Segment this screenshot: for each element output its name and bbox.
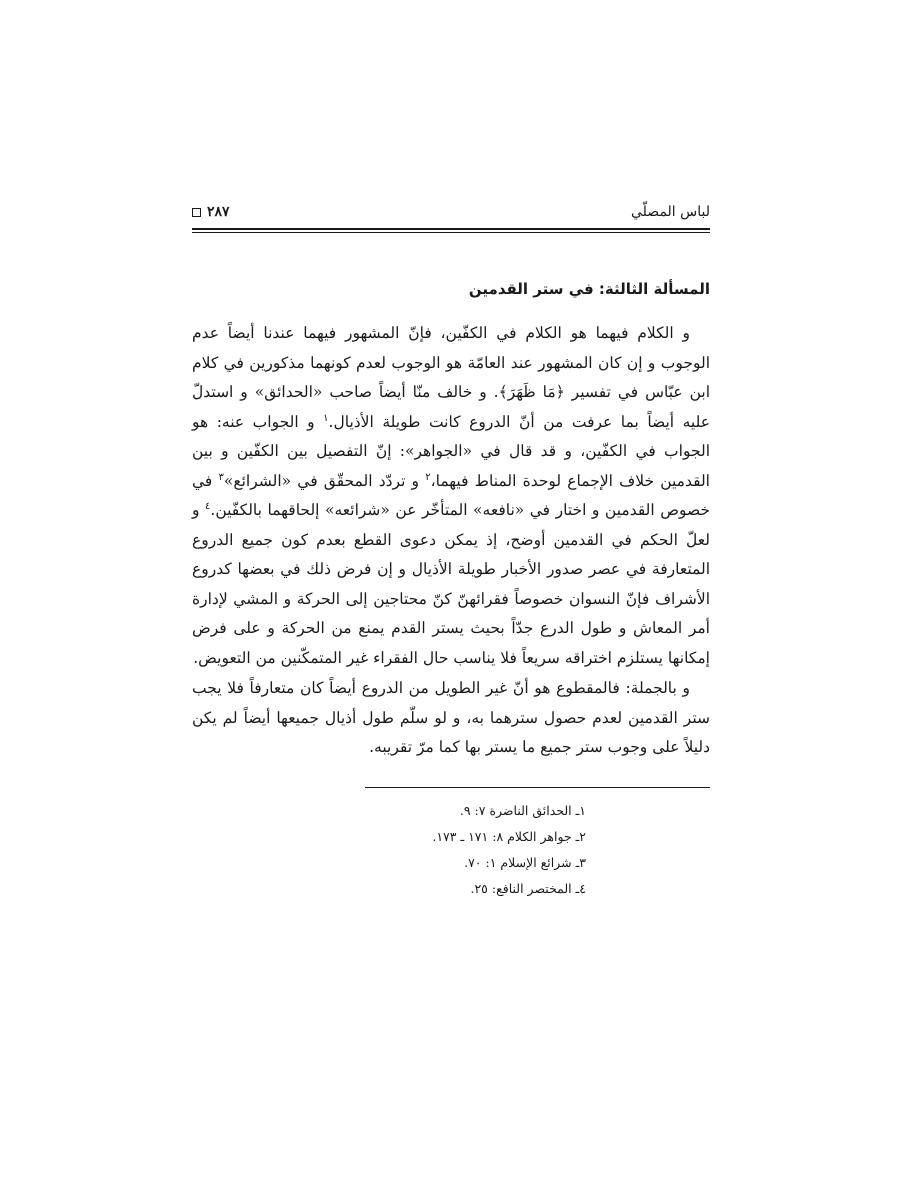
footnotes bbox=[192, 798, 710, 902]
footnote-2: ٢ـ جواهر الكلام ٨: ١٧١ ـ ١٧٣. bbox=[432, 828, 586, 844]
paragraph-1-part-3: و تردّد المحقّق في «الشرائع» bbox=[223, 471, 426, 490]
paragraph-1-part-1: و الكلام فيهما هو الكلام في الكفّين، فإنّ المشهور فيهما عندنا أيضاً عدم الوجوب و إن كان المشهور عند العامّة هو الوجوب لعدم كونهما مذكورين في كلام ابن عبّاس في تفسير ﴿مَا ظَهَرَ﴾. و خالف منّا أيضاً صاحب «الحدائق» و استدلّ عليه أيضاً بما عرفت من أنّ الدروع كانت طويلة الأذيال. bbox=[192, 324, 710, 431]
footnote-3: ٣ـ شرائع الإسلام ١: ٧٠. bbox=[464, 854, 586, 870]
paragraph-2: و بالجملة: فالمقطوع هو أنّ غير الطويل من الدروع أيضاً كان متعارفاً فلا يجب ستر القدمين لعدم حصول سترهما به، و لو سلّم طول أذيال جميعها أيضاً لم يكن دليلاً على وجوب ستر جميع ما يستر بها كما مرّ تقريبه. bbox=[192, 679, 710, 756]
paragraph-1-part-2: و الجواب عنه: هو الجواب في الكفّين، و قد قال في «الجواهر»: إنّ التفصيل بين الكفّين و بين القدمين خلاف الإجماع لوحدة المناط فيهما، bbox=[192, 412, 710, 490]
footnote-1: ١ـ الحدائق الناضرة ٧: ٩. bbox=[459, 802, 586, 818]
footnote-ref-4: ٤ bbox=[205, 500, 211, 512]
header-rule-thick bbox=[192, 228, 710, 230]
header-rule-thin bbox=[192, 232, 710, 233]
footnote-ref-1: ١ bbox=[323, 412, 329, 424]
body-text bbox=[192, 319, 710, 763]
square-box-icon bbox=[192, 208, 201, 217]
section-title: المسألة الثالثة: في ستر القدمين bbox=[468, 280, 710, 298]
page-number-block bbox=[192, 202, 230, 222]
footnote-divider bbox=[365, 787, 710, 788]
book-page bbox=[192, 196, 710, 902]
paragraph-1-part-4: في خصوص القدمين و اختار في «نافعه» المتأخّر عن «شرائعه» إلحاقهما بالكفّين. bbox=[192, 471, 710, 519]
footnote-ref-2: ٢ bbox=[425, 471, 431, 483]
running-title: لباس المصلّي bbox=[631, 204, 710, 220]
footnote-ref-3: ٣ bbox=[218, 471, 224, 483]
paragraph-1 bbox=[192, 319, 710, 673]
running-header bbox=[192, 196, 710, 222]
paragraph-1-part-5: و لعلّ الحكم في القدمين أوضح، إذ يمكن دعوى القطع بعدم كون جميع الدروع المتعارفة في عصر صدور الأخبار طويلة الأذيال و إن فرض ذلك في بعضها كدروع الأشراف فإنّ النسوان خصوصاً فقرائهنّ كنّ محتاجين إلى الحركة و المشي لإدارة أمر المعاش و طول الدرع جدّاً بحيث يستر القدم يمنع من الحركة و على فرض إمكانها يستلزم اختراقه سريعاً فلا يناسب حال الفقراء غير المتمكّنين من التعويض. bbox=[192, 501, 710, 667]
footnote-4: ٤ـ المختصر النافع: ٢٥. bbox=[470, 880, 586, 896]
page-number: ٢٨٧ bbox=[207, 204, 230, 220]
